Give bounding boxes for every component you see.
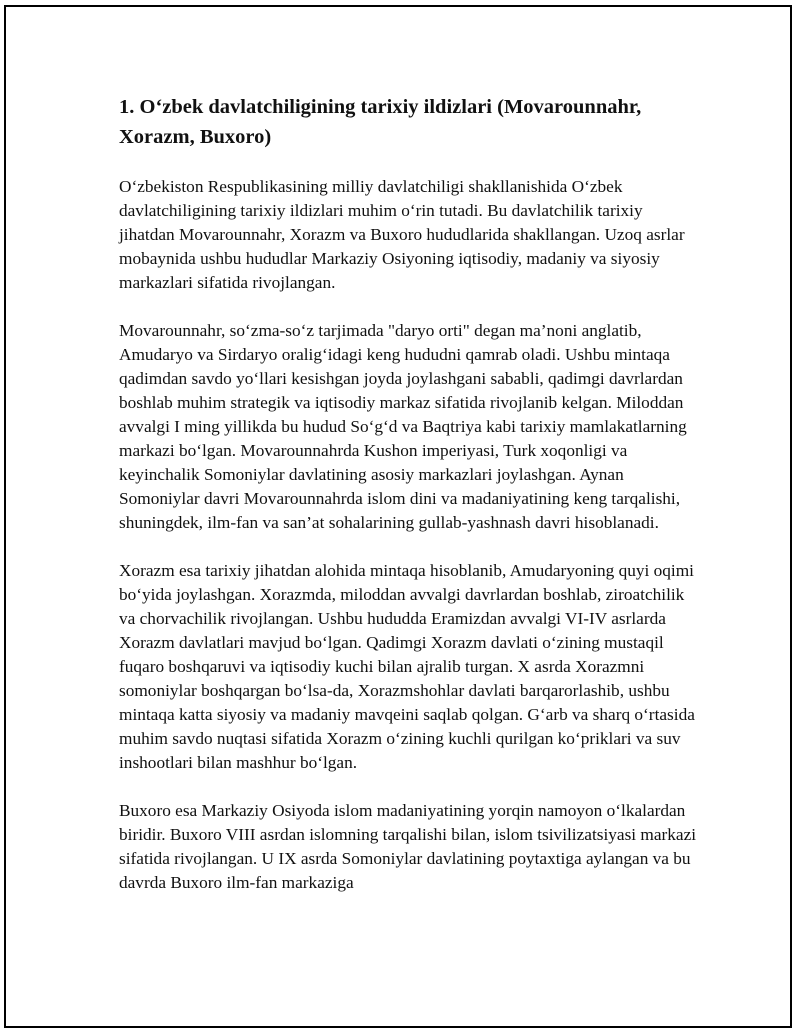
section-heading: 1. O‘zbek davlatchiligining tarixiy ildizlari (Movarounnahr, Xorazm, Buxoro) bbox=[119, 96, 642, 148]
paragraph-intro: O‘zbekiston Respublikasining milliy davlatchiligi shakllanishida O‘zbek davlatchiligining tarixiy ildizlari muhim o‘rin tutadi. Bu davlatchilik tarixiy jihatdan Movarounnahr, Xorazm va Buxoro hududlarida shakllangan. Uzoq asrlar mobaynida ushbu hududlar Markaziy Osiyoning iqtisodiy, madaniy va siyosiy markazlari sifatida rivojlangan. bbox=[119, 177, 685, 292]
paragraph-buxoro: Buxoro esa Markaziy Osiyoda islom madaniyatining yorqin namoyon o‘lkalardan biridir. Buxoro VIII asrdan islomning tarqalishi bilan, islom tsivilizatsiyasi markazi sifatida rivojlangan. U IX asrda Somoniylar davlatining poytaxtiga aylangan va bu davrda Buxoro ilm-fan markaziga bbox=[119, 801, 697, 892]
paragraph-movarounnahr: Movarounnahr, so‘zma-so‘z tarjimada "daryo orti" degan ma’noni anglatib, Amudaryo va Sirdaryo oralig‘idagi keng hududni qamrab oladi. Ushbu mintaqa qadimdan savdo yo‘llari kesishgan joyda joylashgani sababli, qadimgi davrlardan boshlab muhim strategik va iqtisodiy markaz sifatida rivojlanib kelgan. Miloddan avvalgi I ming yillikda bu hudud So‘g‘d va Baqtriya kabi tarixiy mamlakatlarning markazi bo‘lgan. Movarounnahrda Kushon imperiyasi, Turk xoqonligi va keyinchalik Somoniylar davlatining asosiy markazlari joylashgan. Aynan Somoniylar davri Movarounnahrda islom dini va madaniyatining keng tarqalishi, shuningdek, ilm-fan va san’at sohalarining gullab-yashnash davri hisoblanadi. bbox=[119, 321, 687, 532]
document-body bbox=[119, 92, 699, 919]
paragraph-xorazm: Xorazm esa tarixiy jihatdan alohida mintaqa hisoblanib, Amudaryoning quyi oqimi bo‘yida joylashgan. Xorazmda, miloddan avvalgi davrlardan boshlab, ziroatchilik va chorvachilik rivojlangan. Ushbu hududda Eramizdan avvalgi VI-IV asrlarda Xorazm davlatlari mavjud bo‘lgan. Qadimgi Xorazm davlati o‘zining mustaqil fuqaro boshqaruvi va iqtisodiy kuchi bilan ajralib turgan. X asrda Xorazmni somoniylar boshqargan bo‘lsa-da, Xorazmshohlar davlati barqarorlashib, ushbu mintaqa katta siyosiy va madaniy mavqeini saqlab qolgan. G‘arb va sharq o‘rtasida muhim savdo nuqtasi sifatida Xorazm o‘zining kuchli qurilgan ko‘priklari va suv inshootlari bilan mashhur bo‘lgan. bbox=[119, 561, 695, 772]
